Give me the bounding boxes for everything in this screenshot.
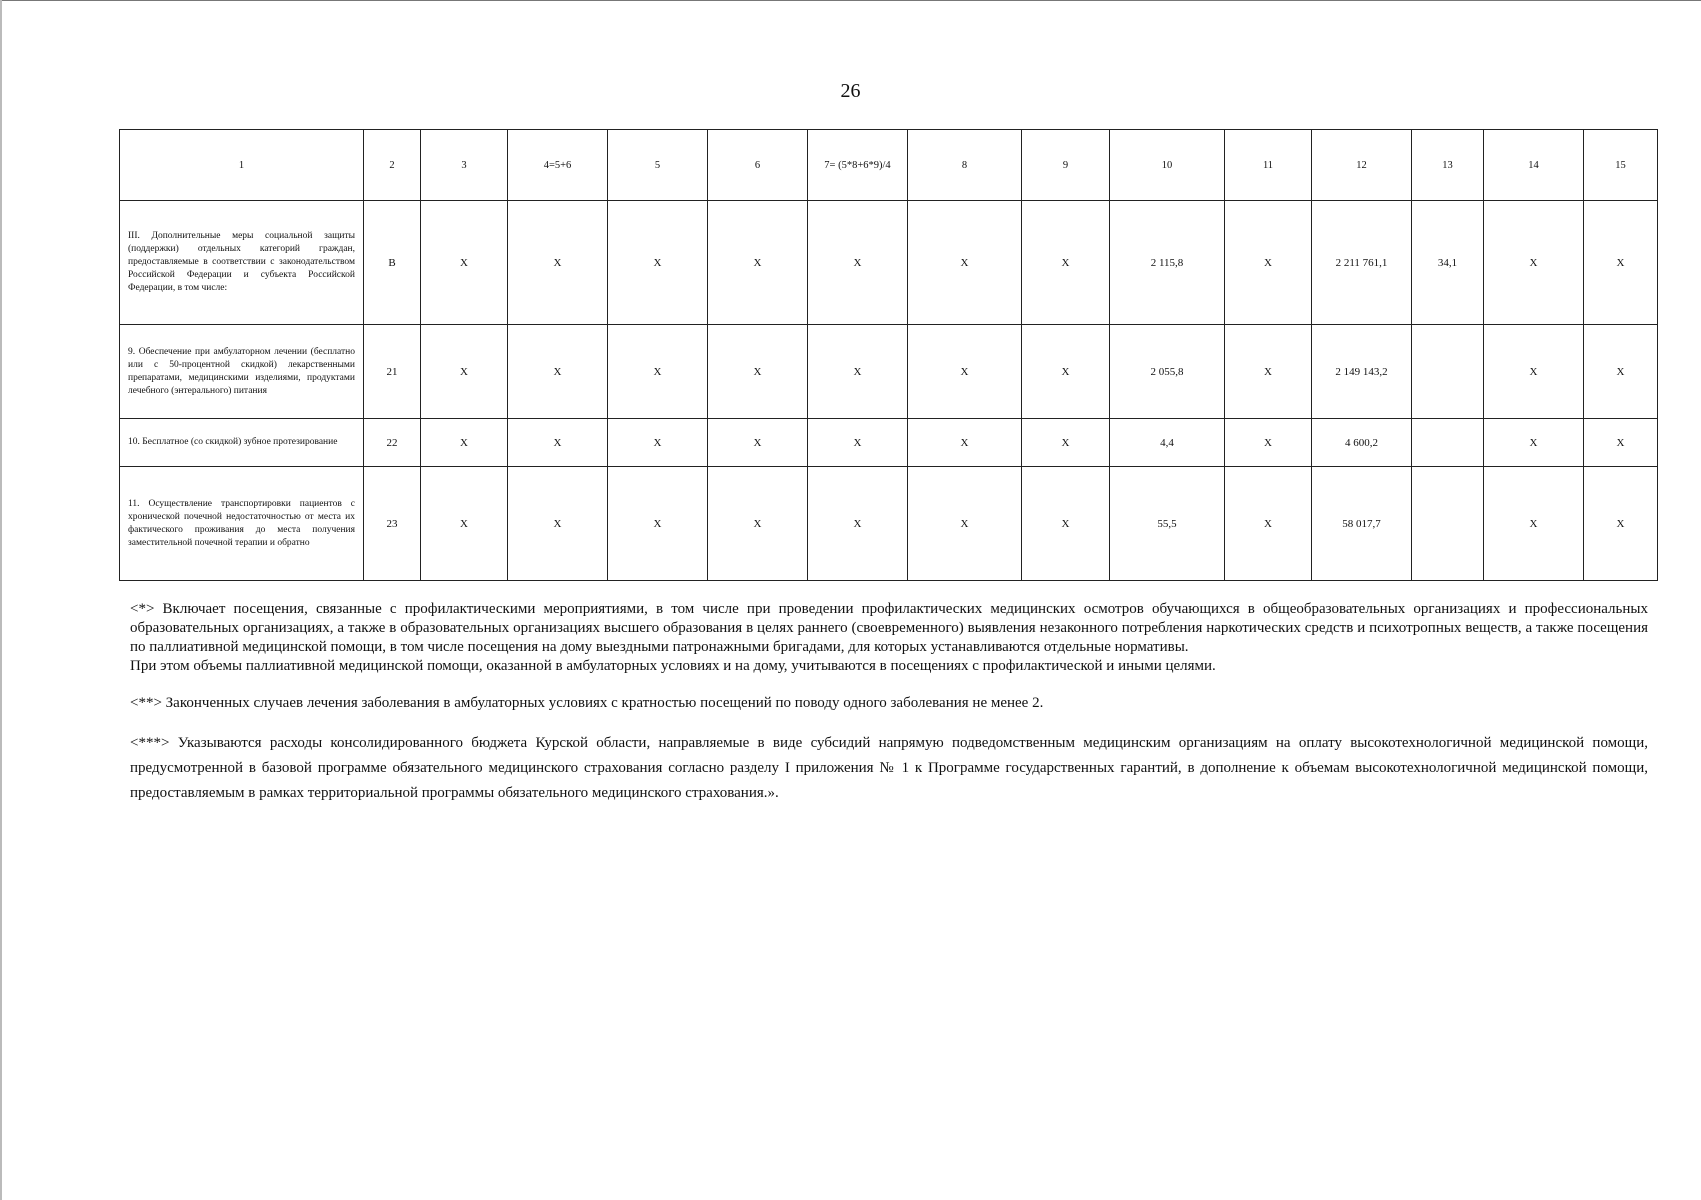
table-cell: Х <box>1484 419 1584 467</box>
table-cell <box>1412 419 1484 467</box>
table-cell: Х <box>1225 419 1312 467</box>
table-cell: Х <box>1584 419 1658 467</box>
table-cell: 4 600,2 <box>1312 419 1412 467</box>
row-code: 22 <box>364 419 421 467</box>
table-cell: Х <box>1584 201 1658 325</box>
table-cell: Х <box>708 201 808 325</box>
table-header-row <box>120 130 1658 201</box>
table-cell: Х <box>908 467 1022 581</box>
column-number: 5 <box>608 130 708 201</box>
table-cell: Х <box>1225 201 1312 325</box>
page-number: 26 <box>840 80 861 102</box>
column-number: 12 <box>1312 130 1412 201</box>
table-cell: Х <box>808 467 908 581</box>
column-number: 6 <box>708 130 808 201</box>
table-cell <box>1412 325 1484 419</box>
table-cell: Х <box>1484 325 1584 419</box>
column-number: 3 <box>421 130 508 201</box>
standards-table <box>119 129 1658 581</box>
column-number: 13 <box>1412 130 1484 201</box>
footnotes <box>130 600 1648 806</box>
table-cell: Х <box>421 325 508 419</box>
table-cell: 2 055,8 <box>1110 325 1225 419</box>
table-cell: Х <box>1584 467 1658 581</box>
table-cell: Х <box>508 467 608 581</box>
table-cell: Х <box>1225 467 1312 581</box>
table-cell: Х <box>1022 419 1110 467</box>
table-cell: 34,1 <box>1412 201 1484 325</box>
table-cell: Х <box>608 467 708 581</box>
column-number: 1 <box>120 130 364 201</box>
scan-left-edge <box>0 0 2 1200</box>
footnote-1: <*> Включает посещения, связанные с профилактическими мероприятиями, в том числе при проведении профилактических медицинских осмотров обучающихся в общеобразовательных организациях и профессиональных образовательных организациях, а также в образовательных организациях высшего образования в целях раннего (своевременного) выявления незаконного потребления наркотических средств и психотропных веществ, а также посещения по паллиативной медицинской помощи, в том числе посещения на дому выездными патронажными бригадами, для которых устанавливаются отдельные нормативы. <box>130 601 1648 655</box>
table-cell: 55,5 <box>1110 467 1225 581</box>
table-cell: Х <box>421 201 508 325</box>
column-number: 7= (5*8+6*9)/4 <box>808 130 908 201</box>
table-cell: Х <box>1022 467 1110 581</box>
column-number: 9 <box>1022 130 1110 201</box>
column-number: 11 <box>1225 130 1312 201</box>
table-cell: 4,4 <box>1110 419 1225 467</box>
table-row <box>120 325 1658 419</box>
table-cell: Х <box>808 201 908 325</box>
table-cell: Х <box>1484 201 1584 325</box>
row-code: 21 <box>364 325 421 419</box>
table-cell: Х <box>421 419 508 467</box>
table-cell: Х <box>1584 325 1658 419</box>
table-cell: Х <box>608 325 708 419</box>
column-number: 4=5+6 <box>508 130 608 201</box>
table-cell: Х <box>608 201 708 325</box>
footnote-2: <**> Законченных случаев лечения заболевания в амбулаторных условиях с кратностью посещений по поводу одного заболевания не менее 2. <box>130 695 1044 711</box>
column-number: 15 <box>1584 130 1658 201</box>
table-cell: Х <box>508 419 608 467</box>
table-cell: Х <box>508 201 608 325</box>
table-cell: Х <box>708 325 808 419</box>
row-description: III. Дополнительные меры социальной защиты (поддержки) отдельных категорий граждан, предоставляемые в соответствии с законодательством Российской Федерации и субъекта Российской Федерации, в том числе: <box>120 201 364 325</box>
table-cell: Х <box>708 419 808 467</box>
table-cell: Х <box>908 325 1022 419</box>
table-cell: Х <box>1484 467 1584 581</box>
table-cell: 58 017,7 <box>1312 467 1412 581</box>
table-cell: Х <box>908 201 1022 325</box>
table-cell: 2 149 143,2 <box>1312 325 1412 419</box>
scan-top-edge <box>0 0 1701 1</box>
row-description: 11. Осуществление транспортировки пациентов с хронической почечной недостаточностью от места их фактического проживания до места получения заместительной почечной терапии и обратно <box>120 467 364 581</box>
row-code: 23 <box>364 467 421 581</box>
row-code: В <box>364 201 421 325</box>
table-row <box>120 419 1658 467</box>
table-cell: 2 211 761,1 <box>1312 201 1412 325</box>
table-cell: Х <box>808 325 908 419</box>
table-cell: Х <box>808 419 908 467</box>
column-number: 14 <box>1484 130 1584 201</box>
table-cell: Х <box>1022 325 1110 419</box>
table-cell: Х <box>1225 325 1312 419</box>
table-cell: Х <box>1022 201 1110 325</box>
table-cell: Х <box>421 467 508 581</box>
column-number: 8 <box>908 130 1022 201</box>
row-description: 10. Бесплатное (со скидкой) зубное протезирование <box>120 419 364 467</box>
footnote-1-continuation: При этом объемы паллиативной медицинской помощи, оказанной в амбулаторных условиях и на дому, учитываются в посещениях с профилактической и иными целями. <box>130 658 1216 674</box>
table-cell: 2 115,8 <box>1110 201 1225 325</box>
table-cell: Х <box>608 419 708 467</box>
table-row <box>120 467 1658 581</box>
table-cell: Х <box>708 467 808 581</box>
table-cell <box>1412 467 1484 581</box>
row-description: 9. Обеспечение при амбулаторном лечении (бесплатно или с 50-процентной скидкой) лекарственными препаратами, медицинскими изделиями, продуктами лечебного (энтерального) питания <box>120 325 364 419</box>
column-number: 10 <box>1110 130 1225 201</box>
footnote-3: <***> Указываются расходы консолидированного бюджета Курской области, направляемые в виде субсидий напрямую подведомственным медицинским организациям на оплату высокотехнологичной медицинской помощи, предусмотренной в базовой программе обязательного медицинского страхования согласно разделу I приложения № 1 к Программе государственных гарантий, в дополнение к объемам высокотехнологичной медицинской помощи, предоставляемым в рамках территориальной программы обязательного медицинского страхования.». <box>130 735 1648 801</box>
column-number: 2 <box>364 130 421 201</box>
table-cell: Х <box>908 419 1022 467</box>
table-cell: Х <box>508 325 608 419</box>
table-row <box>120 201 1658 325</box>
